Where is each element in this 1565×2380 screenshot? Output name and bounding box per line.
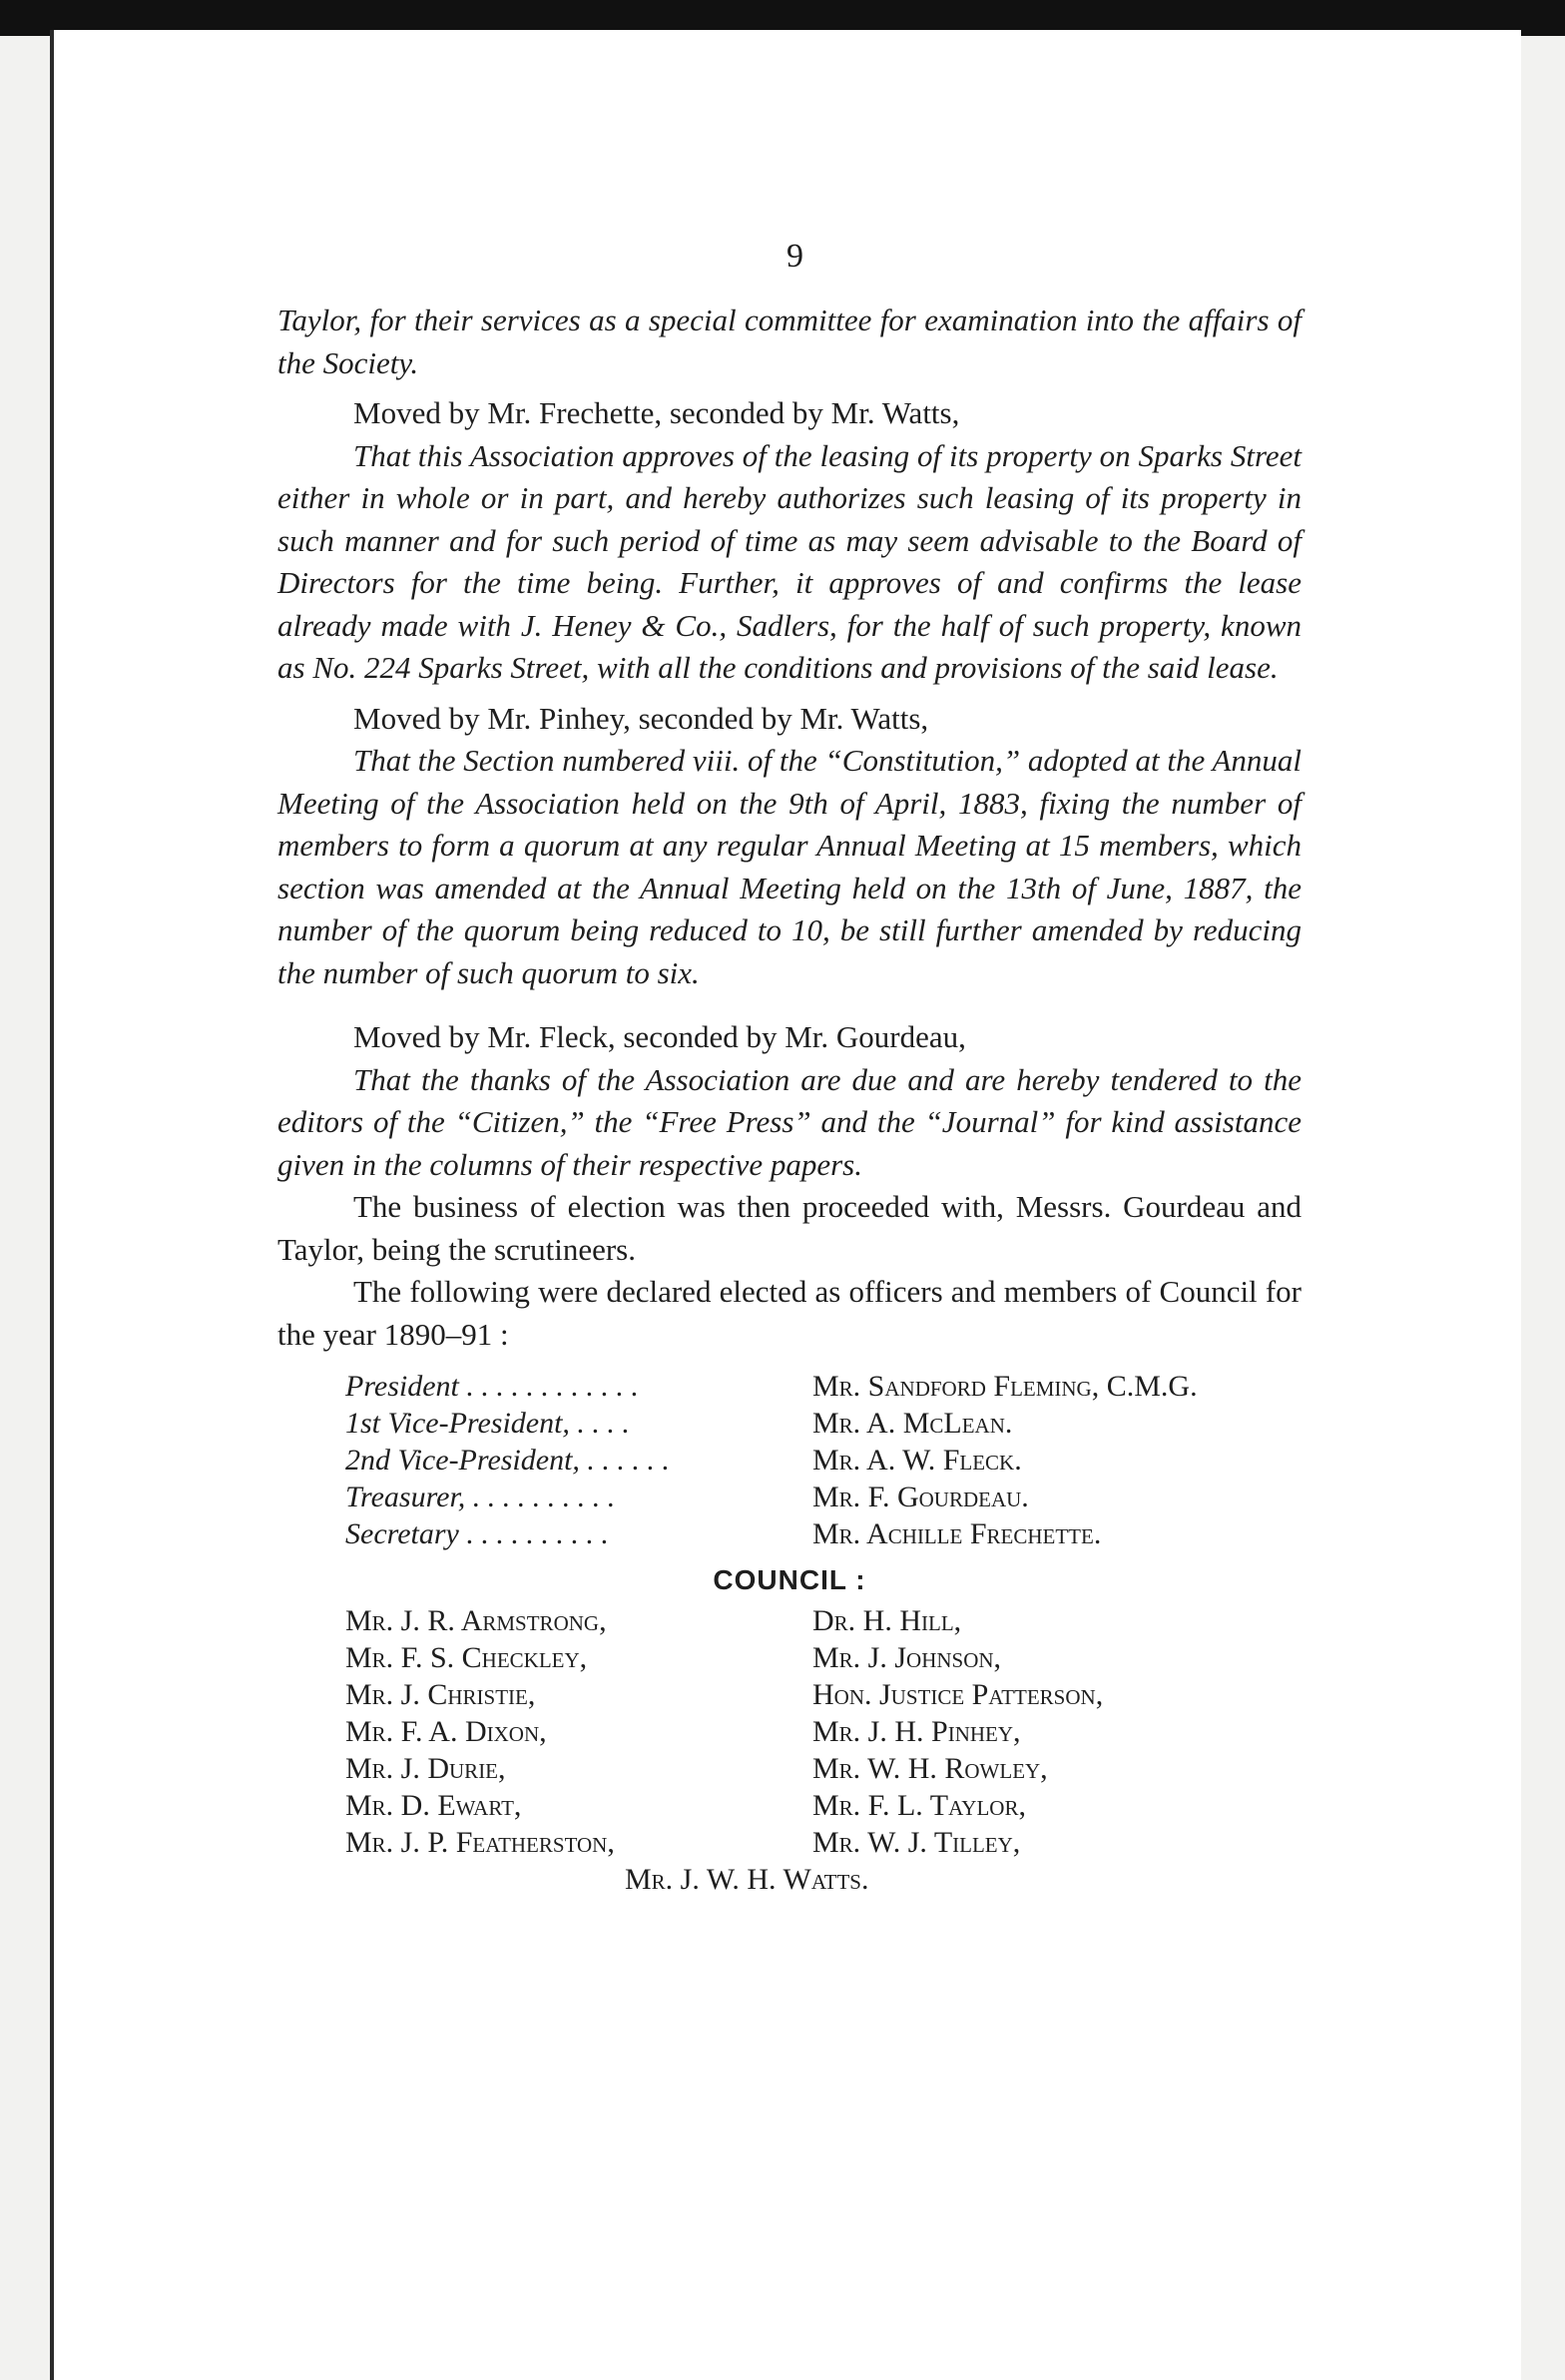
council-member: Hon. Justice Patterson, [812,1678,1104,1711]
officer-name: Mr. A. McLean. [812,1407,1013,1440]
motion-2-mover: Moved by Mr. Pinhey, seconded by Mr. Watts, [353,700,929,736]
declared-paragraph: The following were declared elected as officers and members of Council for the year 1890–91 : [277,1274,1302,1352]
council-member: Mr. F. L. Taylor, [812,1789,1026,1822]
officer-name: Mr. Achille Frechette. [812,1517,1102,1550]
council-row [277,1676,1302,1713]
officer-row [277,1515,1302,1552]
motion-1-resolution: That this Association approves of the leasing of its property on Sparks Street either in whole or in part, and hereby authorizes such leasing of its property in such manner and for such period of time as may seem advisable to the Board of Directors for the time being. Further, it approves of and confirms the lease already made with J. Heney & Co., Sadlers, for the half of such property, known as No. 224 Sparks Street, with all the conditions and provisions of the said lease. [277,437,1302,685]
officer-row [277,1405,1302,1442]
officer-name: Mr. A. W. Fleck. [812,1444,1022,1477]
officer-title: Secretary . . . . . . . . . . [345,1517,609,1550]
motion-3-mover: Moved by Mr. Fleck, seconded by Mr. Gourdeau, [353,1019,966,1054]
officer-name: Mr. F. Gourdeau. [812,1481,1029,1513]
council-member: Mr. F. A. Dixon, [345,1715,547,1748]
council-row [277,1713,1302,1750]
council-heading: COUNCIL : [713,1564,866,1595]
page-number: 9 [786,238,803,275]
council-row [277,1787,1302,1824]
council-member: Mr. J. P. Featherston, [345,1826,615,1859]
motion-1-mover: Moved by Mr. Frechette, seconded by Mr. Watts, [353,395,960,430]
motion-3-resolution: That the thanks of the Association are due and are hereby tendered to the editors of the “Citizen,” the “Free Press” and the “Journal” for kind assistance given in the columns of their respective papers. [277,1061,1302,1182]
officers-list [277,1368,1302,1552]
council-member: Mr. J. H. Pinhey, [812,1715,1021,1748]
council-row [277,1639,1302,1676]
officer-title: 1st Vice-President, . . . . [345,1407,630,1440]
motion-2-resolution: That the Section numbered viii. of the “Constitution,” adopted at the Annual Meeting of the Association held on the 9th of April, 1883, fixing the number of members to form a quorum at any regular Annual Meeting at 15 members, which section was amended at the Annual Meeting held on the 13th of June, 1887, the number of the quorum being reduced to 10, be still further amended by reducing the number of such quorum to six. [277,743,1302,990]
council-member: Mr. D. Ewart, [345,1789,522,1822]
council-member: Dr. H. Hill, [812,1604,962,1637]
officer-name: Mr. Sandford Fleming, C.M.G. [812,1370,1198,1403]
council-member: Mr. W. J. Tilley, [812,1826,1021,1859]
council-member: Mr. F. S. Checkley, [345,1641,588,1674]
council-row [277,1602,1302,1639]
council-member: Mr. J. Johnson, [812,1641,1002,1674]
intro-paragraph: Taylor, for their services as a special committee for examination into the affairs of the Society. [277,302,1302,380]
council-member: Mr. J. Durie, [345,1752,506,1785]
council-list [277,1602,1302,1898]
council-row [277,1824,1302,1861]
council-member-last: Mr. J. W. H. Watts. [625,1863,869,1896]
page-body [277,299,1302,1898]
officer-row [277,1442,1302,1479]
council-member: Mr. J. R. Armstrong, [345,1604,607,1637]
officer-row [277,1368,1302,1405]
council-member: Mr. W. H. Rowley, [812,1752,1048,1785]
council-row [277,1750,1302,1787]
officer-row [277,1479,1302,1515]
officer-title: President . . . . . . . . . . . . [345,1370,639,1403]
officer-title: 2nd Vice-President, . . . . . . [345,1444,670,1477]
officer-title: Treasurer, . . . . . . . . . . [345,1481,616,1513]
election-paragraph: The business of election was then proceeded with, Messrs. Gourdeau and Taylor, being the scrutineers. [277,1189,1302,1267]
council-member: Mr. J. Christie, [345,1678,536,1711]
